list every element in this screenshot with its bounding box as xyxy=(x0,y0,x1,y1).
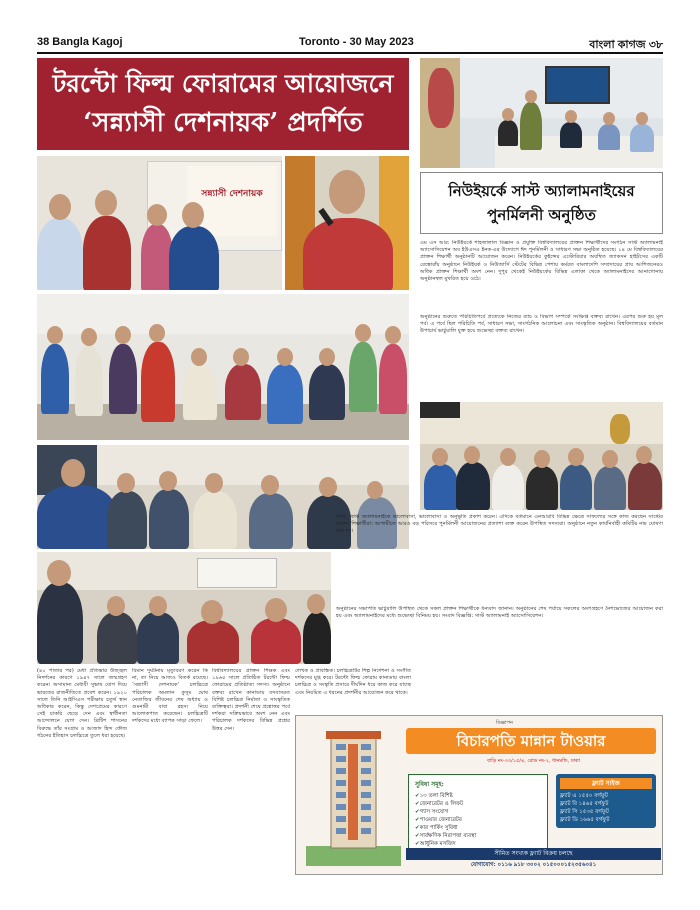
header-rule xyxy=(37,52,663,54)
photo-ny-audience xyxy=(420,402,663,510)
ad-flat-item: ফ্ল্যাট সি ১৫৩৫ বর্গফুট xyxy=(560,809,609,815)
article-ny-part-2: অনুষ্ঠানের শুরুতে পরিচিতিপর্বে প্রত্যেকে নিজের ব্যাচ ও বিভাগ সম্পর্কে সংক্ষিপ্ত বক্তব্য রাখেন। এরপর শুরু হয় মূল পর্ব। এ পর্বে ছিল পরিচিতি পর্ব, সাধারণ সভা, সাংগঠনিক আলোচনা এবং সাংস্কৃতিক অনুষ্ঠান। বিশ্ববিদ্যালয়ের বর্তমান উপাচার্য ভার্চুয়ালি যুক্ত হয়ে শুভেচ্ছা বক্তব্য রাখেন। xyxy=(420,314,663,335)
building-illustration xyxy=(306,726,401,866)
poster-text: সন্ন্যাসী দেশনায়ক xyxy=(201,189,263,199)
article-film-part-2: বিমান দুর্ঘটনায় মৃত্যুবরণ করেন কি না, তা নিয়ে আজও বিতর্ক রয়েছে। ‘সন্ন্যাসী দেশনায়ক’ চলচ্চিত্রে পরিচালক অমলান কুসুম ঘোষ নেতাজির জীবনের শেষ অধ্যায় ও গুমনামী বাবা রহস্য নিয়ে আলোকপাত করেছেন। চলচ্চিত্রটি দর্শকদের মধ্যে ব্যাপক সাড়া ফেলে। xyxy=(132,668,208,725)
second-headline xyxy=(420,172,663,234)
article-ny-part-1: এম এস আর: নিউইয়র্কে শাহজালাল বিজ্ঞান ও প্রযুক্তি বিশ্ববিদ্যালয়ের প্রাক্তন শিক্ষার্থীদের সংগঠন সাস্ট অ্যালামনাই অ্যাসোসিয়েশন অব ইউএসএ ইনক-এর উদ্যোগে ঈদ পুনর্মিলনী ও সাধারণ সভা অনুষ্ঠিত হয়েছে। ১৪ মে বিশ্ববিদ্যালয়ের প্রাক্তন শিক্ষার্থী অনুষ্ঠানটি আয়োজন করেন। নিউইয়র্কের কুইন্সের এস্টোরিয়ার অবস্থিত জ্যাকসন হাইটসের একটি রেস্তোরাঁয় অনুষ্ঠানে নিউইয়র্ক ও নিউজার্সি স্টেটের বিভিন্ন পেশায় কর্মরত বাংলাদেশি সম্প্রদায়ের প্রায় আশিজনেরও অধিক প্রাক্তন শিক্ষার্থী অংশ নেন। দুপুর থেকেই নিউইয়র্কের বিভিন্ন এলাকা থেকে অ্যালামনাইদের আনাগোনায় অনুষ্ঠানস্থল মুখরিত হয়ে ওঠে। xyxy=(420,240,663,283)
ad-flat-item: ফ্ল্যাট বি ১৪৬৫ বর্গফুট xyxy=(560,801,609,807)
ad-flat-heading: ফ্ল্যাট সাইজ xyxy=(560,778,652,789)
photo-film-audience-2 xyxy=(37,552,331,664)
ad-flat-item: ফ্ল্যাট এ ১৫৫০ বর্গফুট xyxy=(560,793,608,799)
ad-feature-item: ✔ আধুনিক মসজিদ xyxy=(415,840,541,848)
ad-feature-item: ✔ পাওয়ার জেনারেটর xyxy=(415,816,541,824)
ad-flat-item: ফ্ল্যাট ডি ১৬৬৫ বর্গফুট xyxy=(560,817,610,823)
article-film-part-3b: বিশ্ববিদ্যালয়ের প্রাক্তন শিক্ষক এবং ১৯৬৫ সালে প্রতিষ্ঠিত টরন্টো ফিল্ম ফোরামের প্রতিষ্ঠাতা সদস্য। অনুষ্ঠানে বক্তব্য রাখেন কানাডায় বসবাসরত বিশিষ্ট চলচ্চিত্র নির্মাতা ও সাংস্কৃতিক ব্যক্তিত্বরা। প্রদর্শনী শেষে প্রশ্নোত্তর পর্বে দর্শকরা সক্রিয়ভাবে অংশ নেন এবং পরিচালক দর্শকদের বিভিন্ন প্রশ্নের উত্তর দেন। xyxy=(212,668,290,732)
article-ny-part-3: কাজ, সাস্ট অ্যালামনাইকে ভালোবাসা, ভালোবাসা ও অনুভূতি প্রকাশ করেন। এদিকে বর্তমানে এনআরবি বিভিন্ন ক্ষেত্রে সাফল্যের সঙ্গে কাজ করছেন সাস্টের প্রাক্তন শিক্ষার্থীরা। আগামীতে আরও বড় পরিসরে পুনর্মিলনী আয়োজনের প্রত্যাশা ব্যক্ত করেন উপস্থিত সদস্যরা। অনুষ্ঠানে নতুন কার্যনির্বাহী কমিটির নাম ঘোষণা করা হয়। xyxy=(336,514,663,535)
photo-film-group xyxy=(37,294,409,440)
ad-features-heading: সুবিধা সমূহ: xyxy=(415,781,444,788)
ad-title: বিচারপতি মান্নান টাওয়ার xyxy=(406,728,656,754)
main-headline-line2: ‘সন্ন্যাসী দেশনায়ক’ প্রদর্শিত xyxy=(83,108,363,138)
second-headline-line2: পুনর্মিলনী অনুষ্ঠিত xyxy=(487,206,596,224)
ad-feature-item: ✔ গ্যাস সংযোগ xyxy=(415,808,541,816)
ad-feature-item: ✔ কার পার্কিং সুবিধা xyxy=(415,824,541,832)
photo-film-speaker xyxy=(285,156,409,290)
photo-film-guests xyxy=(37,156,282,290)
photo-ny-panel xyxy=(420,58,663,168)
ad-feature-item: ✔ ১৩ তলা বিশিষ্ট xyxy=(415,792,541,800)
header-left: 38 Bangla Kagoj xyxy=(37,36,123,48)
header-center: Toronto - 30 May 2023 xyxy=(299,36,414,48)
ad-features xyxy=(408,774,548,853)
page-header xyxy=(37,36,663,52)
advertisement xyxy=(295,715,663,875)
article-film-part-4: লেখক ও প্রাবন্ধিক। চলচ্চিত্রটির শিল্প নির্দেশনা ও সংগীত দর্শকদের মুগ্ধ করে। টরন্টো ফিল্ম ফোরাম কানাডায় বাংলা চলচ্চিত্র ও সংস্কৃতি প্রসারে দীর্ঘদিন ধরে কাজ করে যাচ্ছে এবং নিয়মিত এ ধরনের প্রদর্শনীর আয়োজন করে থাকে। xyxy=(295,668,411,696)
ad-top-note: বিজ্ঞাপন xyxy=(496,720,513,726)
ad-subtitle: বাড়ি নং-৩৩/১৫/৪, রোড নং-২, ধানমন্ডি, ঢাকা xyxy=(486,758,581,764)
second-headline-line1: নিউইয়র্কে সাস্ট অ্যালামনাইয়ের xyxy=(448,182,635,200)
main-headline-line1: টরন্টো ফিল্ম ফোরামের আয়োজনে xyxy=(52,69,394,98)
main-headline-banner xyxy=(37,58,409,150)
ad-flat-sizes xyxy=(556,774,656,828)
article-film-part-1: (৪০ পাতার পর) মেধা প্রতিভার উজ্জ্বল নিদর্শনের কারণে ১৯৪৭ সালে জন্মগ্রহণ করেন। অসামান্য মেধাবী সুভাষ যোগ দিয়ে ভারতের রাজনীতিতে প্রবেশ করেন। ১৯২০ সালে তিনি আইসিএস পরীক্ষায় চতুর্থ স্থান অধিকার করেন, কিন্তু দেশপ্রেমের কারণে সেই চাকরি ছেড়ে দেন এবং স্বাধীনতা আন্দোলনে যোগ দেন। ব্রিটিশ শাসনের বিরুদ্ধে তাঁর সংগ্রাম ও আজাদ হিন্দ ফৌজ গঠনের ইতিহাস চলচ্চিত্রে তুলে ধরা হয়েছে। xyxy=(37,668,127,739)
article-ny-part-4: অনুষ্ঠানের সভাপতি ভার্চুয়ালি উপস্থিত থেকে সকল প্রাক্তন শিক্ষার্থীকে ধন্যবাদ জানান। অনুষ্ঠানের শেষ পর্যায়ে সকলের অংশগ্রহণে নৈশভোজের আয়োজন করা হয় এবং অ্যালামনাইদের মধ্যে শুভেচ্ছা বিনিময় হয়। সংবাদ বিজ্ঞপ্তি: সাস্ট অ্যালামনাই অ্যাসোসিয়েশন। xyxy=(336,606,663,620)
ad-feature-item: ✔ সার্বক্ষণিক নিরাপত্তা ব্যবস্থা xyxy=(415,832,541,840)
ad-feature-item: ✔ জেনারেটর ও লিফট xyxy=(415,800,541,808)
ad-phone: যোগাযোগ: ০১১৬ ৯১৮ ৩০০২ ০১৫০০০১৫২৩৫৬০৪১ xyxy=(470,862,597,868)
ad-sale-banner: সীমিত সংখ্যক ফ্ল্যাট বিক্রয় চলছে xyxy=(406,848,661,860)
header-right: বাংলা কাগজ ৩৮ xyxy=(589,39,663,51)
